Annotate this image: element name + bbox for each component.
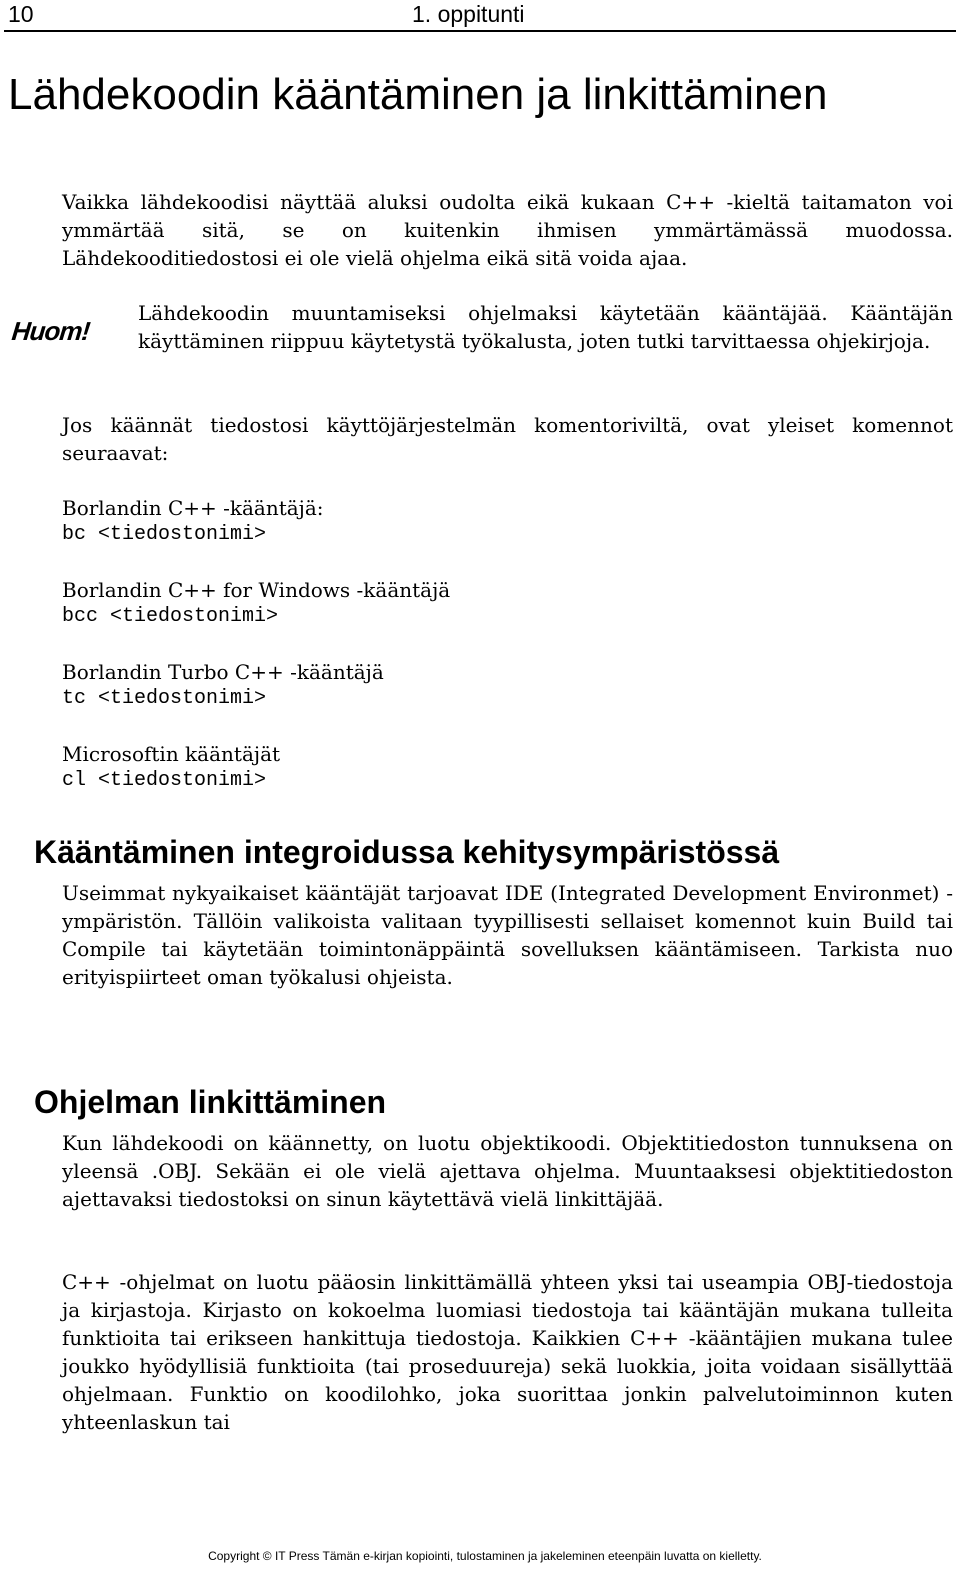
chapter-title: 1. oppitunti [412,1,525,27]
compiler-command-borland: bc <tiedostonimi> [62,523,267,546]
ide-section-heading: Kääntäminen integroidussa kehitysympäristössä [34,834,780,870]
page-title: Lähdekoodin kääntäminen ja linkittäminen [8,70,828,119]
compiler-label-turbo: Borlandin Turbo C++ -kääntäjä [62,660,384,684]
compiler-label-microsoft: Microsoftin kääntäjät [62,742,281,766]
ide-section-text: Useimmat nykyaikaiset kääntäjät tarjoavat IDE (Integrated Development Environmet) -ympäristön. Tällöin valikoista valitaan tyypillisesti sellaiset komennot kuin Build tai Compile tai käytetään toimintonäppäintä sovelluksen kääntämiseen. Tarkista nuo erityispiirteet oman työkalusi ohjeista. [62,881,953,989]
note-text: Lähdekoodin muuntamiseksi ohjelmaksi käytetään kääntäjää. Kääntäjän käyttäminen riippuu käytetystä työkalusta, joten tutki tarvittaessa ohjekirjoja. [138,301,953,353]
compiler-command-microsoft: cl <tiedostonimi> [62,769,267,792]
page-header [0,0,960,30]
compiler-command-borland-windows: bcc <tiedostonimi> [62,605,279,628]
copyright-footer: Copyright © IT Press Tämän e-kirjan kopiointi, tulostaminen ja jakeleminen eteenpäin luvatta on kielletty. [208,1549,762,1563]
compiler-command-turbo: tc <tiedostonimi> [62,687,267,710]
compiler-label-borland: Borlandin C++ -kääntäjä: [62,496,324,520]
header-divider [4,30,956,32]
commands-intro: Jos käännät tiedostosi käyttöjärjestelmän komentoriviltä, ovat yleiset komennot seuraavat: [62,413,953,465]
linking-paragraph-2: C++ -ohjelmat on luotu pääosin linkittämällä yhteen yksi tai useampia OBJ-tiedostoja ja kirjastoja. Kirjasto on kokoelma luomiasi tiedostoja tai kääntäjän mukana tulleita funktioita tai erikseen hankittuja tiedostoja. Kaikkien C++ -kääntäjien mukana tulee joukko hyödyllisiä funktioita (tai proseduureja) sekä luokkia, joita voidaan sisällyttää ohjelmaan. Funktio on koodilohko, joka suorittaa jonkin palvelutoiminnon kuten yhteenlaskun tai [62,1270,953,1434]
page-number: 10 [8,1,34,27]
note-badge: Huom! [10,316,91,346]
compiler-label-borland-windows: Borlandin C++ for Windows -kääntäjä [62,578,451,602]
linking-section-heading: Ohjelman linkittäminen [34,1084,387,1120]
linking-paragraph-1: Kun lähdekoodi on käännetty, on luotu objektikoodi. Objektitiedoston tunnuksena on yleensä .OBJ. Sekään ei ole vielä ajettava ohjelma. Muuntaaksesi objektitiedoston ajettavaksi tiedostoksi on sinun käytettävä vielä linkittäjää. [62,1131,953,1211]
intro-paragraph: Vaikka lähdekoodisi näyttää aluksi oudolta eikä kukaan C++ -kieltä taitamaton voi ymmärtää sitä, se on kuitenkin ihmisen ymmärtämässä muodossa. Lähdekooditiedostosi ei ole vielä ohjelma eikä sitä voida ajaa. [62,190,953,270]
